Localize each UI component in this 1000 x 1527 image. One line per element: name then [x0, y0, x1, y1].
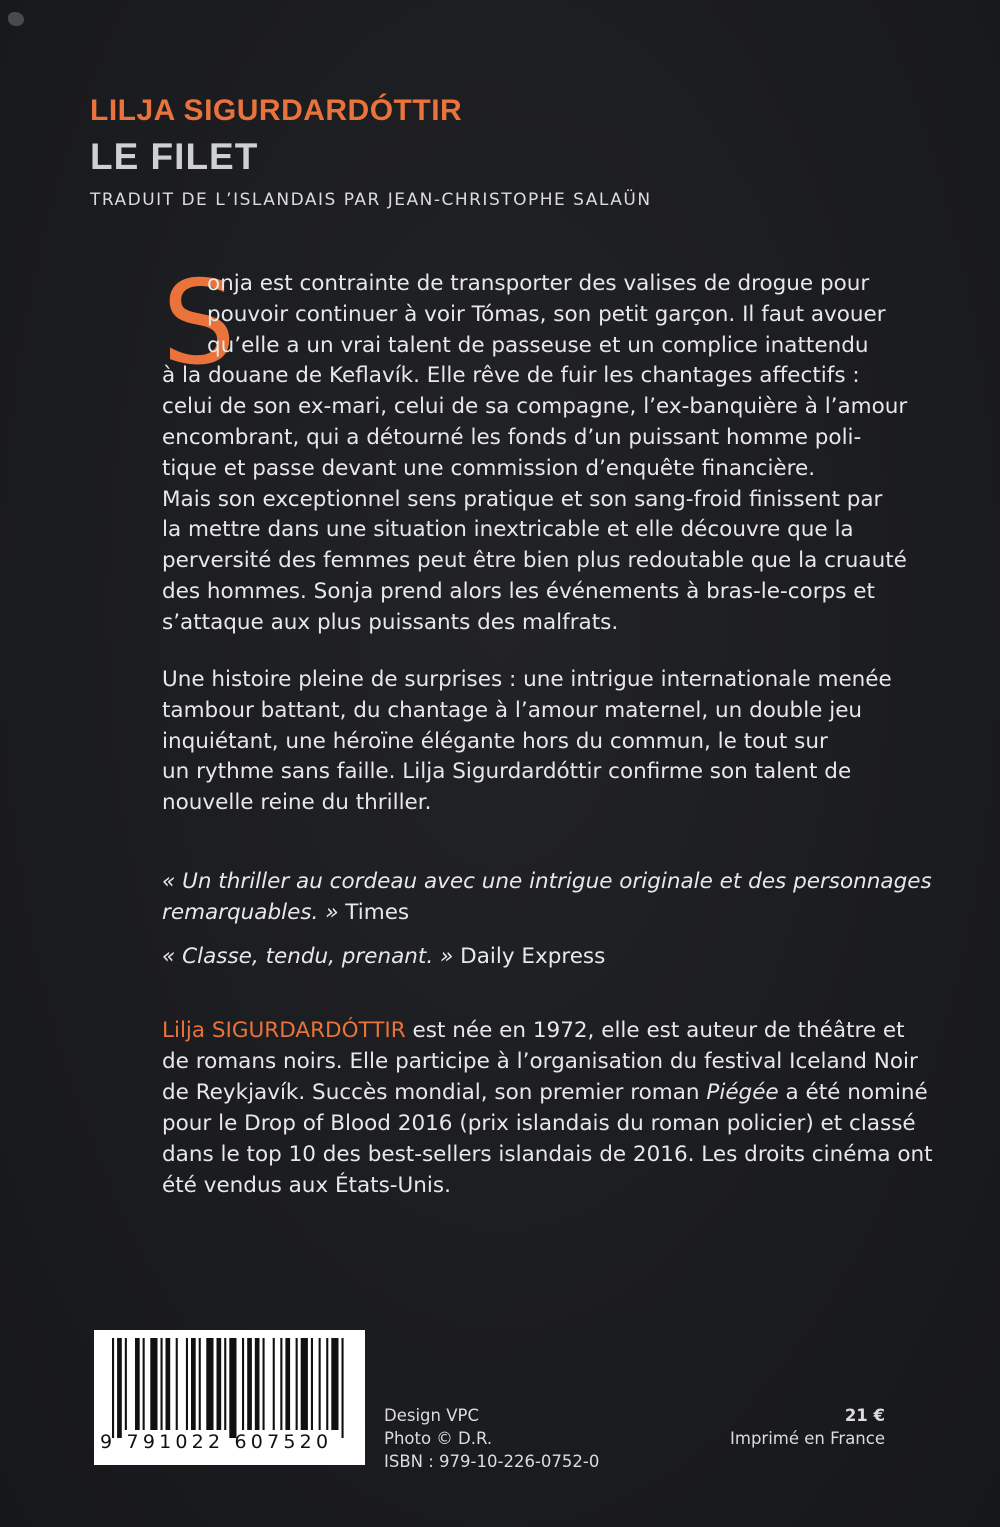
- bio-text: de romans noirs. Elle participe à l’organisation du festival Iceland Noir: [162, 1049, 918, 1074]
- barcode-bar: [285, 1338, 290, 1430]
- synopsis-line: celui de son ex-mari, celui de sa compagne, l’ex-banquière à l’amour: [162, 394, 908, 420]
- credits: [384, 1404, 599, 1473]
- synopsis-line: à la douane de Keflavík. Elle rêve de fuir les chantages affectifs :: [162, 363, 860, 389]
- quote-text: « Classe, tendu, prenant. »: [162, 944, 454, 969]
- barcode-bar: [186, 1338, 188, 1430]
- photo-credit: Photo © D.R.: [384, 1429, 493, 1448]
- press-quote-times: [162, 866, 932, 928]
- barcode-bar: [191, 1338, 196, 1430]
- barcode-bar: [331, 1338, 338, 1430]
- barcode-bar: [342, 1338, 344, 1438]
- synopsis-line: inquiétant, une héroïne élégante hors du commun, le tout sur: [162, 728, 828, 754]
- synopsis-line: qu’elle a un vrai talent de passeuse et un complice inattendu: [207, 332, 869, 358]
- bio-text: est née en 1972, elle est auteur de théâtre et: [405, 1018, 905, 1043]
- synopsis-line: onja est contrainte de transporter des valises de drogue pour: [207, 271, 870, 296]
- barcode-bar: [255, 1338, 260, 1430]
- book-title: LE FILET: [90, 136, 259, 177]
- barcode-bar: [326, 1338, 328, 1430]
- barcode-bar: [280, 1338, 282, 1430]
- barcode-bar: [143, 1338, 145, 1430]
- printed-in: Imprimé en France: [730, 1429, 885, 1448]
- barcode-bar: [301, 1338, 308, 1430]
- barcode-bar: [217, 1338, 222, 1430]
- synopsis-line: tique et passe devant une commission d’enquête financière.: [162, 455, 816, 481]
- synopsis-line: pouvoir continuer à voir Tómas, son petit garçon. Il faut avouer: [207, 301, 886, 327]
- author-bio: [162, 1015, 933, 1201]
- barcode-bar: [125, 1338, 127, 1430]
- synopsis-line: des hommes. Sonja prend alors les événements à bras-le-corps et: [162, 578, 875, 604]
- bio-text: dans le top 10 des best-sellers islandais de 2016. Les droits cinéma ont: [162, 1142, 933, 1167]
- barcode-bar: [242, 1338, 244, 1430]
- quote-text: « Un thriller au cordeau avec une intrigue originale et des personnages: [162, 869, 932, 894]
- barcode-bar: [319, 1338, 321, 1430]
- synopsis-line: un rythme sans faille. Lilja Sigurdardóttir confirme son talent de: [162, 759, 852, 785]
- bio-text: été vendus aux États-Unis.: [162, 1173, 451, 1198]
- barcode-bar: [224, 1338, 226, 1430]
- synopsis-paragraph-2: [162, 665, 892, 819]
- barcode-bar: [166, 1338, 171, 1430]
- translator-credit: TRADUIT DE L’ISLANDAIS PAR JEAN-CHRISTOPHE SALAÜN: [90, 190, 652, 210]
- price-block: [730, 1404, 885, 1450]
- quote-text: remarquables. »: [162, 900, 339, 925]
- synopsis-line: s’attaque aux plus puissants des malfrats.: [162, 609, 619, 635]
- barcode-bar: [296, 1338, 298, 1430]
- bio-text: a été nominé: [778, 1080, 928, 1105]
- barcode-bar: [117, 1338, 122, 1438]
- synopsis-paragraph-1: [162, 269, 908, 639]
- bio-book-title: Piégée: [706, 1080, 779, 1105]
- synopsis-line: Une histoire pleine de surprises : une intrigue internationale menée: [162, 667, 892, 692]
- isbn: ISBN : 979-10-226-0752-0: [384, 1452, 600, 1471]
- bio-text: de Reykjavík. Succès mondial, son premier roman: [162, 1080, 707, 1105]
- barcode: [94, 1330, 365, 1465]
- drop-cap: S: [162, 256, 236, 391]
- barcode-digits: 9 791022 607520: [100, 1431, 333, 1453]
- synopsis-line: la mettre dans une situation inextricable et elle découvre que la: [162, 517, 854, 543]
- barcode-bar: [176, 1338, 178, 1430]
- synopsis-line: nouvelle reine du thriller.: [162, 790, 432, 816]
- synopsis-line: encombrant, qui a détourné les fonds d’un puissant homme poli-: [162, 424, 862, 450]
- barcode-bar: [161, 1338, 163, 1430]
- barcode-bar: [273, 1338, 275, 1430]
- bio-author-name: Lilja SIGURDARDÓTTIR: [162, 1018, 406, 1043]
- barcode-bar: [247, 1338, 252, 1430]
- barcode-bar: [229, 1338, 236, 1438]
- synopsis-line: tambour battant, du chantage à l’amour maternel, un double jeu: [162, 697, 863, 723]
- synopsis-line: Mais son exceptionnel sens pratique et son sang-froid finissent par: [162, 486, 883, 512]
- barcode-bar: [135, 1338, 140, 1430]
- barcode-bar: [263, 1338, 265, 1430]
- synopsis-line: perversité des femmes peut être bien plus redoutable que la cruauté: [162, 548, 907, 574]
- barcode-bar: [311, 1338, 313, 1430]
- corner-stain: [8, 12, 24, 26]
- quote-source: Daily Express: [453, 944, 606, 969]
- barcode-bar: [199, 1338, 201, 1430]
- design-credit: Design VPC: [384, 1406, 479, 1425]
- barcode-bar: [206, 1338, 213, 1430]
- barcode-bar: [150, 1338, 157, 1430]
- barcode-bar: [112, 1338, 114, 1438]
- author-name: LILJA SIGURDARDÓTTIR: [90, 94, 463, 127]
- press-quote-daily-express: [162, 941, 902, 972]
- price: 21 €: [844, 1406, 885, 1425]
- bio-text: pour le Drop of Blood 2016 (prix islandais du roman policier) et classé: [162, 1111, 916, 1136]
- quote-source: Times: [338, 900, 410, 925]
